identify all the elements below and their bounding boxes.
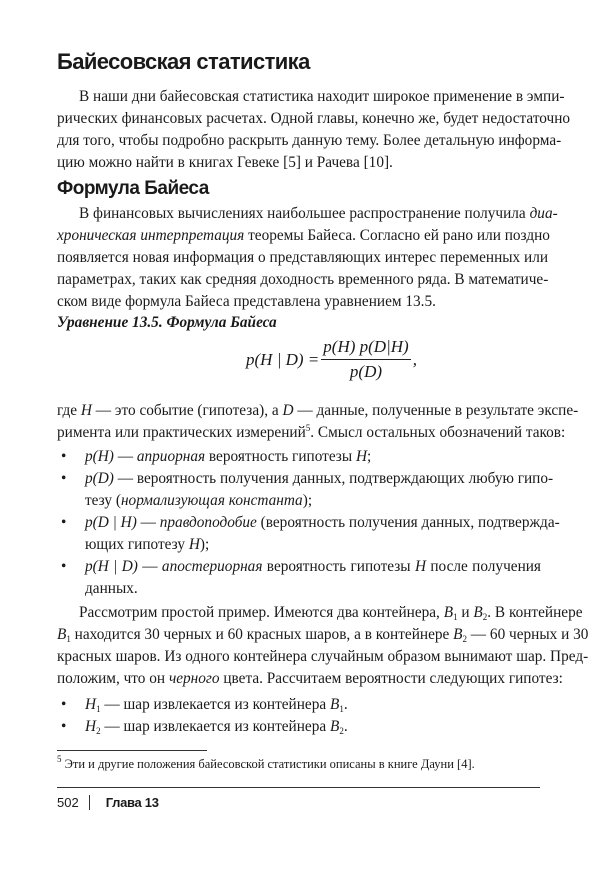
text-run: p(D) bbox=[85, 470, 114, 487]
text-run: римента или практических измерений bbox=[57, 424, 306, 441]
formula-denominator: p(D) bbox=[349, 362, 383, 381]
text-run: рических финансовых расчетах. Одной главы, конечно же, будет недостаточно bbox=[57, 110, 571, 127]
text-line bbox=[57, 400, 579, 422]
text-run: Рассмотрим простой пример. Имеются два контейнера, bbox=[79, 604, 444, 621]
text-run: ); bbox=[199, 536, 210, 553]
text-line bbox=[57, 108, 571, 130]
bayes-paragraph bbox=[57, 203, 558, 313]
text-run: H bbox=[85, 696, 97, 713]
text-line bbox=[57, 422, 566, 444]
text-run: хроническая интерпретация bbox=[57, 227, 245, 244]
text-line bbox=[57, 602, 583, 624]
text-run: — вероятность получения данных, подтверждающих любую гипо- bbox=[113, 470, 554, 487]
text-run: ющих гипотезу bbox=[85, 536, 189, 553]
bullet-icon: • bbox=[61, 514, 67, 531]
text-run: B bbox=[443, 604, 454, 621]
text-run: появляется новая информация о представляющих интерес переменных или bbox=[57, 249, 549, 266]
text-run: . bbox=[343, 718, 348, 735]
text-run: H bbox=[188, 536, 200, 553]
text-run: положим, что он bbox=[57, 670, 169, 687]
page-footer bbox=[57, 795, 159, 810]
text-run: 2 bbox=[339, 726, 344, 736]
text-run: тезу ( bbox=[85, 492, 121, 509]
text-run: и bbox=[457, 604, 474, 621]
text-run: 2 bbox=[482, 612, 488, 622]
formula-fraction bbox=[321, 337, 410, 382]
bullet-icon: • bbox=[61, 696, 67, 713]
text-run: диа- bbox=[529, 205, 558, 222]
text-run: 1 bbox=[339, 704, 344, 714]
text-run: B bbox=[329, 696, 340, 713]
text-run: . В контейнере bbox=[487, 604, 583, 621]
bayes-formula bbox=[246, 337, 417, 382]
footer-separator bbox=[89, 795, 90, 810]
text-line bbox=[57, 269, 549, 291]
text-run: p(D | H) bbox=[85, 514, 137, 531]
text-run: ; bbox=[367, 448, 372, 465]
bullet-icon: • bbox=[61, 470, 67, 487]
list-item bbox=[57, 468, 554, 512]
text-run: апостериорная bbox=[161, 558, 263, 575]
list-item bbox=[57, 716, 541, 738]
text-run: цию можно найти в книгах Гевеке [5] и Рачева [10]. bbox=[57, 154, 393, 171]
text-run: правдоподобие bbox=[159, 514, 257, 531]
text-line bbox=[57, 225, 550, 247]
text-line bbox=[57, 130, 562, 152]
text-line bbox=[57, 247, 549, 269]
text-run: для того, чтобы подробно раскрыть данную тему. Более детальную информа- bbox=[57, 132, 562, 149]
text-run: теоремы Байеса. Согласно ей рано или поздно bbox=[244, 227, 550, 244]
formula-numerator: p(H) p(D|H) bbox=[321, 337, 410, 360]
text-run: p(H) bbox=[85, 448, 114, 465]
list-item bbox=[57, 446, 541, 468]
text-run: — данные, полученные в результате экспе- bbox=[293, 402, 579, 419]
text-run: — 60 черных и 30 bbox=[466, 626, 589, 643]
text-run: красных шаров. Из одного контейнера случайным образом вынимают шар. Пред- bbox=[57, 648, 589, 665]
formula-lhs: p(H | D) = bbox=[246, 349, 320, 369]
text-run: априорная bbox=[136, 448, 206, 465]
text-line bbox=[85, 490, 541, 512]
footnote-divider bbox=[57, 750, 207, 751]
text-run: B bbox=[329, 718, 340, 735]
bullet-icon: • bbox=[61, 448, 67, 465]
text-line bbox=[85, 534, 541, 556]
text-line bbox=[85, 512, 560, 534]
text-run: нормализующая константа bbox=[120, 492, 303, 509]
where-paragraph bbox=[57, 400, 579, 444]
text-line bbox=[85, 716, 541, 738]
example-paragraph bbox=[57, 602, 589, 690]
page-number: 502 bbox=[57, 795, 79, 810]
text-run: В наши дни байесовская статистика находит широкое применение в эмпи- bbox=[79, 88, 565, 105]
section-title: Байесовская статистика bbox=[57, 49, 310, 74]
text-run: B bbox=[57, 626, 67, 643]
footer-divider bbox=[57, 787, 540, 788]
text-run: черного bbox=[168, 670, 220, 687]
list-item bbox=[57, 512, 560, 556]
text-run: B bbox=[453, 626, 463, 643]
list-item bbox=[57, 694, 541, 716]
text-line bbox=[57, 86, 565, 108]
text-run: 1 bbox=[453, 612, 458, 622]
text-line bbox=[57, 624, 589, 646]
text-run: (вероятность получения данных, подтвержда- bbox=[256, 514, 560, 531]
text-run: 2 bbox=[462, 634, 467, 644]
text-run: 1 bbox=[96, 704, 101, 714]
formula-comma: , bbox=[412, 349, 417, 369]
intro-paragraph bbox=[57, 86, 571, 174]
text-line bbox=[57, 291, 541, 313]
text-run: p(H | D) bbox=[85, 558, 138, 575]
text-line bbox=[57, 203, 558, 225]
text-line bbox=[57, 646, 589, 668]
text-run: — шар извлекается из контейнера bbox=[100, 696, 330, 713]
equation-label: Уравнение 13.5. Формула Байеса bbox=[57, 314, 277, 331]
text-run: H bbox=[85, 718, 97, 735]
text-run: данных. bbox=[85, 580, 138, 597]
text-run: цвета. Рассчитаем вероятности следующих гипотез: bbox=[219, 670, 563, 687]
text-run: — bbox=[136, 514, 160, 531]
text-run: — шар извлекается из контейнера bbox=[100, 718, 330, 735]
text-run: вероятность гипотезы bbox=[205, 448, 356, 465]
text-run: параметрах, таких как средняя доходность временного ряда. В математиче- bbox=[57, 271, 549, 288]
text-line bbox=[85, 556, 541, 578]
bullet-icon: • bbox=[61, 718, 67, 735]
text-line bbox=[85, 578, 541, 600]
text-run: . bbox=[343, 696, 348, 713]
text-run: H bbox=[80, 402, 92, 419]
text-line bbox=[85, 468, 554, 490]
text-run: ском виде формула Байеса представлена уравнением 13.5. bbox=[57, 293, 436, 310]
text-run: вероятность гипотезы bbox=[262, 558, 415, 575]
text-line bbox=[57, 668, 563, 690]
text-run: после получения bbox=[426, 558, 541, 575]
text-run: — bbox=[113, 448, 137, 465]
list-item bbox=[57, 556, 541, 600]
text-run: — это событие (гипотеза), а bbox=[91, 402, 283, 419]
text-run: — bbox=[137, 558, 162, 575]
footnote: $^5$ Эти и другие положения байесовской статистики описаны в книге Дауни [4]. bbox=[57, 754, 475, 771]
bullet-icon: • bbox=[61, 558, 67, 575]
text-run: 2 bbox=[96, 726, 101, 736]
text-run: B bbox=[473, 604, 483, 621]
text-run: H bbox=[414, 558, 426, 575]
text-line bbox=[85, 694, 541, 716]
text-run: D bbox=[282, 402, 294, 419]
text-line bbox=[85, 446, 541, 468]
text-run: . Смысл остальных обозначений таков: bbox=[310, 424, 566, 441]
text-line bbox=[57, 152, 541, 174]
chapter-label: Глава 13 bbox=[105, 795, 159, 810]
text-run: 1 bbox=[66, 634, 71, 644]
text-run: ); bbox=[302, 492, 313, 509]
definitions-list bbox=[57, 446, 560, 600]
text-run: находится 30 черных и 60 красных шаров, а в контейнере bbox=[70, 626, 454, 643]
text-run: 5 bbox=[305, 423, 311, 433]
text-run: H bbox=[355, 448, 368, 465]
subsection-title: Формула Байеса bbox=[57, 178, 209, 199]
hypotheses-list bbox=[57, 694, 541, 738]
text-run: где bbox=[57, 402, 81, 419]
text-run: В финансовых вычислениях наибольшее распространение получила bbox=[79, 205, 530, 222]
